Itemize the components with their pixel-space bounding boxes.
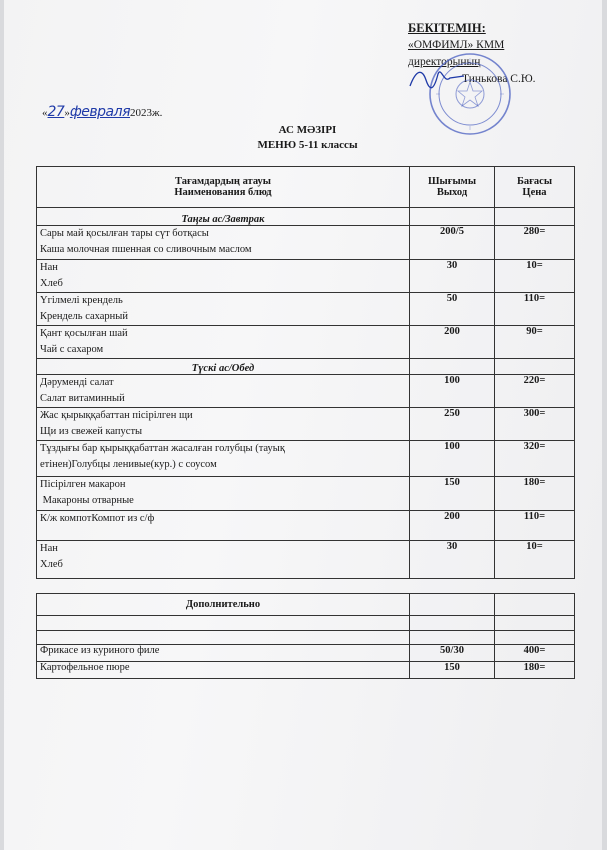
table-row: К/ж компотКомпот из с/ф 200 110=	[37, 511, 575, 541]
approval-title: БЕКІТЕМІН:	[408, 21, 486, 35]
header-price: Бағасы Цена	[495, 167, 575, 208]
table-row: Үгілмелі крендель Крендель сахарный 50 110=	[37, 293, 575, 326]
signature	[408, 62, 468, 92]
approval-position: директорының	[408, 56, 481, 68]
approval-org: «ОМФИМЛ» КММ	[408, 39, 505, 51]
document-page	[4, 0, 602, 850]
extra-table	[36, 593, 575, 679]
table-row: Нан Хлеб 30 10=	[37, 541, 575, 579]
table-row: Фрикасе из куриного филе 50/30 400=	[37, 645, 575, 662]
table-row: Пісірілген макарон Макароны отварные 150 180=	[37, 477, 575, 511]
date-year: 2023ж.	[130, 107, 163, 119]
table-row: Тұздығы бар қырыққабаттан жасалған голубцы (тауық етінен)Голубцы ленивые(кур.) с соусом 100 320=	[37, 441, 575, 477]
menu-table	[36, 166, 575, 579]
date-day: 27	[47, 104, 65, 120]
table-row: Сары май қосылған тары сүт ботқасы Каша молочная пшенная со сливочным маслом 200/5 280=	[37, 226, 575, 260]
date-month: февраля	[69, 104, 130, 120]
header-yield: Шығымы Выход	[410, 167, 495, 208]
extra-label: Дополнительно	[37, 594, 410, 616]
table-row: Картофельное пюре 150 180=	[37, 662, 575, 679]
menu-title-kz: АС МӘЗІРІ	[278, 124, 337, 136]
menu-date: «27»февраля2023ж.	[42, 104, 163, 120]
table-row: Қант қосылған шай Чай с сахаром 200 90=	[37, 326, 575, 359]
section-breakfast: Таңғы ас/Завтрак	[37, 208, 410, 226]
approval-name: Тинькова С.Ю.	[462, 73, 536, 85]
section-lunch: Түскі ас/Обед	[37, 359, 410, 375]
table-row: Жас қырыққабаттан пісірілген щи Щи из свежей капусты 250 300=	[37, 408, 575, 441]
menu-title-ru: МЕНЮ 5-11 классы	[257, 139, 358, 151]
table-row: Дәруменді салат Салат витаминный 100 220=	[37, 375, 575, 408]
table-row: Нан Хлеб 30 10=	[37, 260, 575, 293]
header-name: Тағамдардың атауы Наименования блюд	[37, 167, 410, 208]
